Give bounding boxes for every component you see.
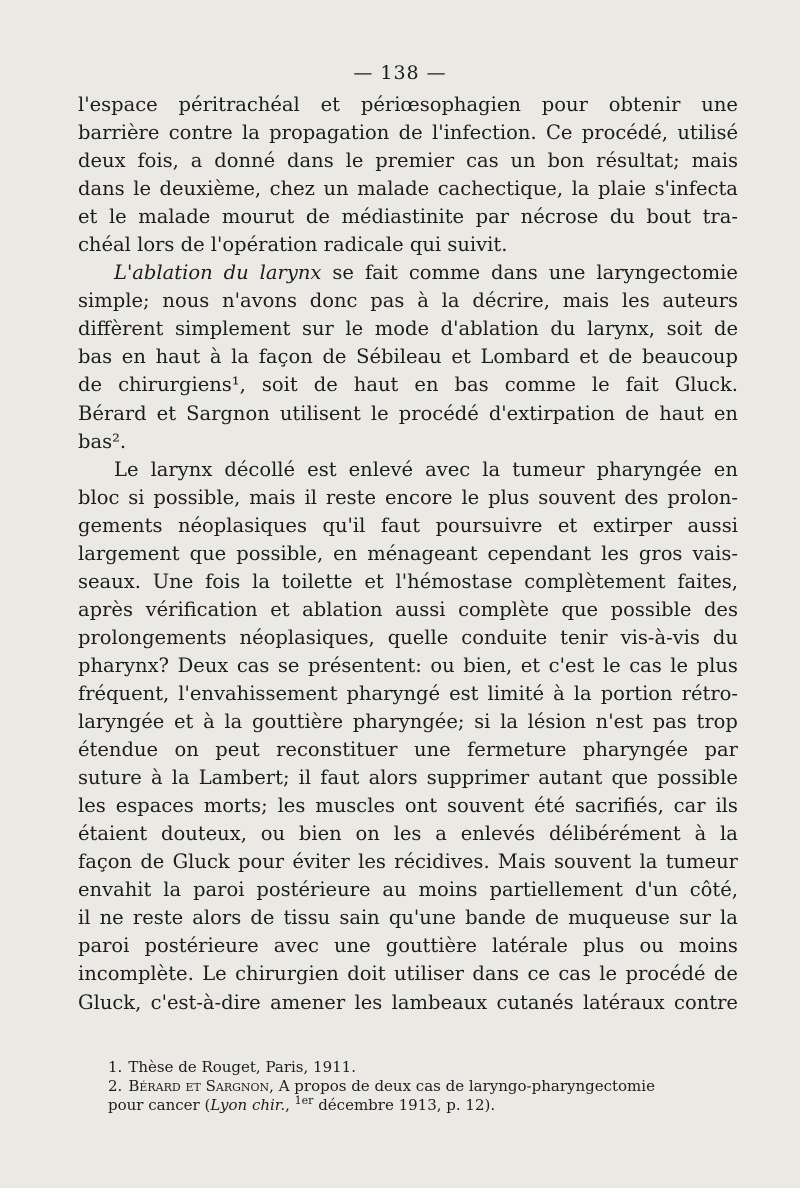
text-line: dans le deuxième, chez un malade cachectique, la plaie s'infecta	[78, 177, 738, 201]
text-line: façon de Gluck pour éviter les récidives. Mais souvent la tumeur	[78, 850, 738, 874]
text-line: gements néoplasiques qu'il faut poursuivre et extirper aussi	[78, 513, 738, 537]
text-line: seaux. Une fois la toilette et l'hémostase complètement faites,	[78, 569, 738, 593]
text-line: paroi postérieure avec une gouttière latérale plus ou moins	[78, 934, 738, 958]
text-line: barrière contre la propagation de l'infection. Ce procédé, utilisé	[78, 121, 738, 145]
text-line: après vérification et ablation aussi complète que possible des	[78, 597, 738, 621]
footnote-marker: 1.	[108, 1058, 123, 1076]
text-line: étaient douteux, ou bien on les a enlevés délibérément à la	[78, 822, 738, 846]
text-line: étendue on peut reconstituer une fermeture pharyngée par	[78, 738, 738, 762]
text-line: bas².	[78, 429, 127, 453]
text-line: largement que possible, en ménageant cependant les gros vais-	[78, 541, 738, 565]
text-line: diffèrent simplement sur le mode d'ablation du larynx, soit de	[78, 317, 738, 341]
text-line: et le malade mourut de médiastinite par nécrose du bout tra-	[78, 205, 738, 229]
text-line: pharynx? Deux cas se présentent: ou bien, et c'est le cas le plus	[78, 653, 738, 677]
page-number: — 138 —	[353, 62, 447, 84]
text-line: de chirurgiens¹, soit de haut en bas comme le fait Gluck.	[78, 373, 738, 397]
footnote-2	[108, 1077, 728, 1096]
text-line: L'ablation du larynx se fait comme dans une laryngectomie	[114, 261, 738, 285]
footnote-text: , A propos de deux cas de laryngo-pharyngectomie	[269, 1077, 655, 1095]
text-line: Bérard et Sargnon utilisent le procédé d'extirpation de haut en	[78, 401, 738, 425]
footnote-1	[108, 1058, 728, 1077]
body-text	[78, 91, 738, 1017]
footnote-authors: Bérard et Sargnon	[128, 1077, 270, 1095]
footnote-text: Thèse de Rouget, Paris, 1911.	[128, 1058, 356, 1076]
footnote-text: ,	[285, 1096, 295, 1114]
text-line: chéal lors de l'opération radicale qui suivit.	[78, 233, 508, 257]
footnote-marker: 2.	[108, 1077, 123, 1095]
ordinal-superscript: 1er	[294, 1094, 314, 1107]
text-line: bas en haut à la façon de Sébileau et Lombard et de beaucoup	[78, 345, 738, 369]
text-line: Le larynx décollé est enlevé avec la tumeur pharyngée en	[114, 457, 738, 481]
text-line: fréquent, l'envahissement pharyngé est limité à la portion rétro-	[78, 681, 738, 705]
text-line: simple; nous n'avons donc pas à la décrire, mais les auteurs	[78, 289, 738, 313]
text-line: les espaces morts; les muscles ont souvent été sacrifiés, car ils	[78, 794, 738, 818]
text-line: envahit la paroi postérieure au moins partiellement d'un côté,	[78, 878, 738, 902]
text-line: incomplète. Le chirurgien doit utiliser dans ce cas le procédé de	[78, 962, 738, 986]
text-line: laryngée et à la gouttière pharyngée; si la lésion n'est pas trop	[78, 710, 738, 734]
footnotes	[108, 1058, 728, 1115]
text-line: il ne reste alors de tissu sain qu'une bande de muqueuse sur la	[78, 906, 738, 930]
footnote-text: décembre 1913, p. 12).	[313, 1096, 496, 1114]
text-line: deux fois, a donné dans le premier cas un bon résultat; mais	[78, 149, 738, 173]
text-line: Gluck, c'est-à-dire amener les lambeaux cutanés latéraux contre	[78, 990, 738, 1014]
text-line: bloc si possible, mais il reste encore le plus souvent des prolon-	[78, 485, 738, 509]
journal-name: Lyon chir.	[210, 1096, 286, 1114]
text-line: l'espace péritrachéal et périœsophagien pour obtenir une	[78, 93, 738, 116]
footnote-text: pour cancer (	[108, 1096, 211, 1114]
text-line: suture à la Lambert; il faut alors supprimer autant que possible	[78, 766, 738, 790]
text-line: prolongements néoplasiques, quelle conduite tenir vis-à-vis du	[78, 625, 738, 649]
footnote-2-continued	[108, 1096, 728, 1115]
